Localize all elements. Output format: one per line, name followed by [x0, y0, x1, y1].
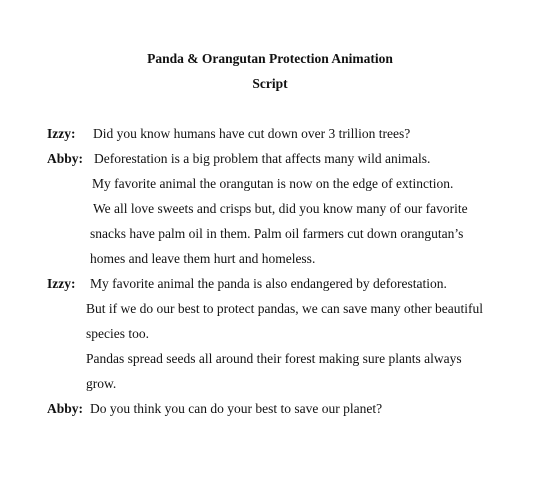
speaker-label-izzy: Izzy:: [47, 276, 76, 291]
document-subtitle: Script: [252, 76, 288, 91]
script-line: species too.: [86, 326, 149, 341]
script-line: grow.: [86, 376, 117, 391]
script-line: But if we do our best to protect pandas, we can save many other beautiful: [86, 301, 484, 316]
speaker-label-abby: Abby:: [47, 401, 84, 416]
script-line: My favorite animal the panda is also endangered by deforestation.: [90, 276, 447, 291]
speaker-label-abby: Abby:: [47, 151, 84, 166]
script-line: We all love sweets and crisps but, did you know many of our favorite: [93, 201, 468, 216]
script-line: My favorite animal the orangutan is now on the edge of extinction.: [92, 176, 454, 191]
script-line: Did you know humans have cut down over 3 trillion trees?: [93, 126, 411, 141]
script-line: Deforestation is a big problem that affects many wild animals.: [94, 151, 431, 166]
script-line: Do you think you can do your best to save our planet?: [90, 401, 383, 416]
document-title: Panda & Orangutan Protection Animation: [147, 51, 393, 66]
script-line: Pandas spread seeds all around their forest making sure plants always: [86, 351, 462, 366]
speaker-label-izzy: Izzy:: [47, 126, 76, 141]
script-line: snacks have palm oil in them. Palm oil farmers cut down orangutan’s: [90, 226, 464, 241]
script-line: homes and leave them hurt and homeless.: [90, 251, 316, 266]
